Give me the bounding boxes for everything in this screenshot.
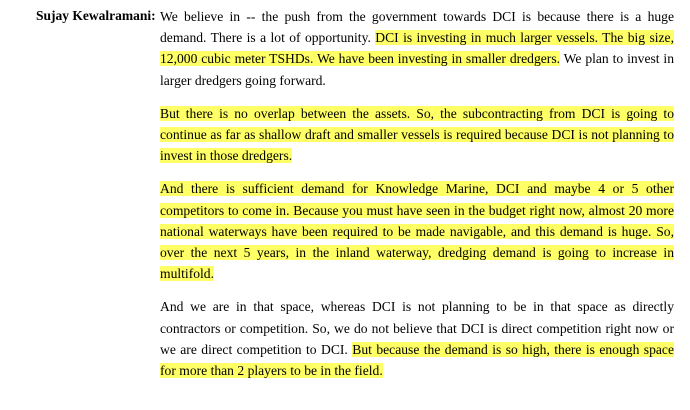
- text-run: We believe in -- the push from the government towards DCI is because there is a huge demand. There is a lot of opportunity.: [160, 9, 674, 46]
- highlighted-text-run: But there is no overlap between the assets. So, the subcontracting from DCI is going to continue as far as shallow draft and smaller vessels is required because DCI is not planning to invest in those dredgers.: [160, 105, 674, 164]
- paragraph: [160, 6, 674, 91]
- speaker-name: Sujay Kewalramani:: [36, 8, 156, 23]
- text-run: We plan to invest in larger dredgers going forward.: [160, 51, 675, 88]
- highlighted-text-run: But because the demand is so high, there is enough space for more than 2 players to be in the field.: [160, 341, 674, 379]
- paragraph: [160, 178, 674, 284]
- paragraph: [160, 103, 674, 167]
- paragraph: [160, 296, 674, 381]
- text-run: And we are in that space, whereas DCI is not planning to be in that space as directly contractors or competition. So, we do not believe that DCI is direct competition right now or we are direct competition to DCI.: [160, 299, 674, 357]
- highlighted-text-run: DCI is investing in much larger vessels. The big size, 12,000 cubic meter TSHDs. We have been investing in smaller dredgers.: [160, 30, 674, 67]
- transcript-entry: [10, 6, 676, 381]
- highlighted-text-run: And there is sufficient demand for Knowledge Marine, DCI and maybe 4 or 5 other competitors to come in. Because you must have seen in the budget right now, almost 20 more national waterways have been required to be made navigable, and this demand is huge. So, over the next 5 years, in the inland waterway, dredging demand is going to increase in multifold.: [160, 181, 674, 282]
- answer-body: [160, 6, 676, 381]
